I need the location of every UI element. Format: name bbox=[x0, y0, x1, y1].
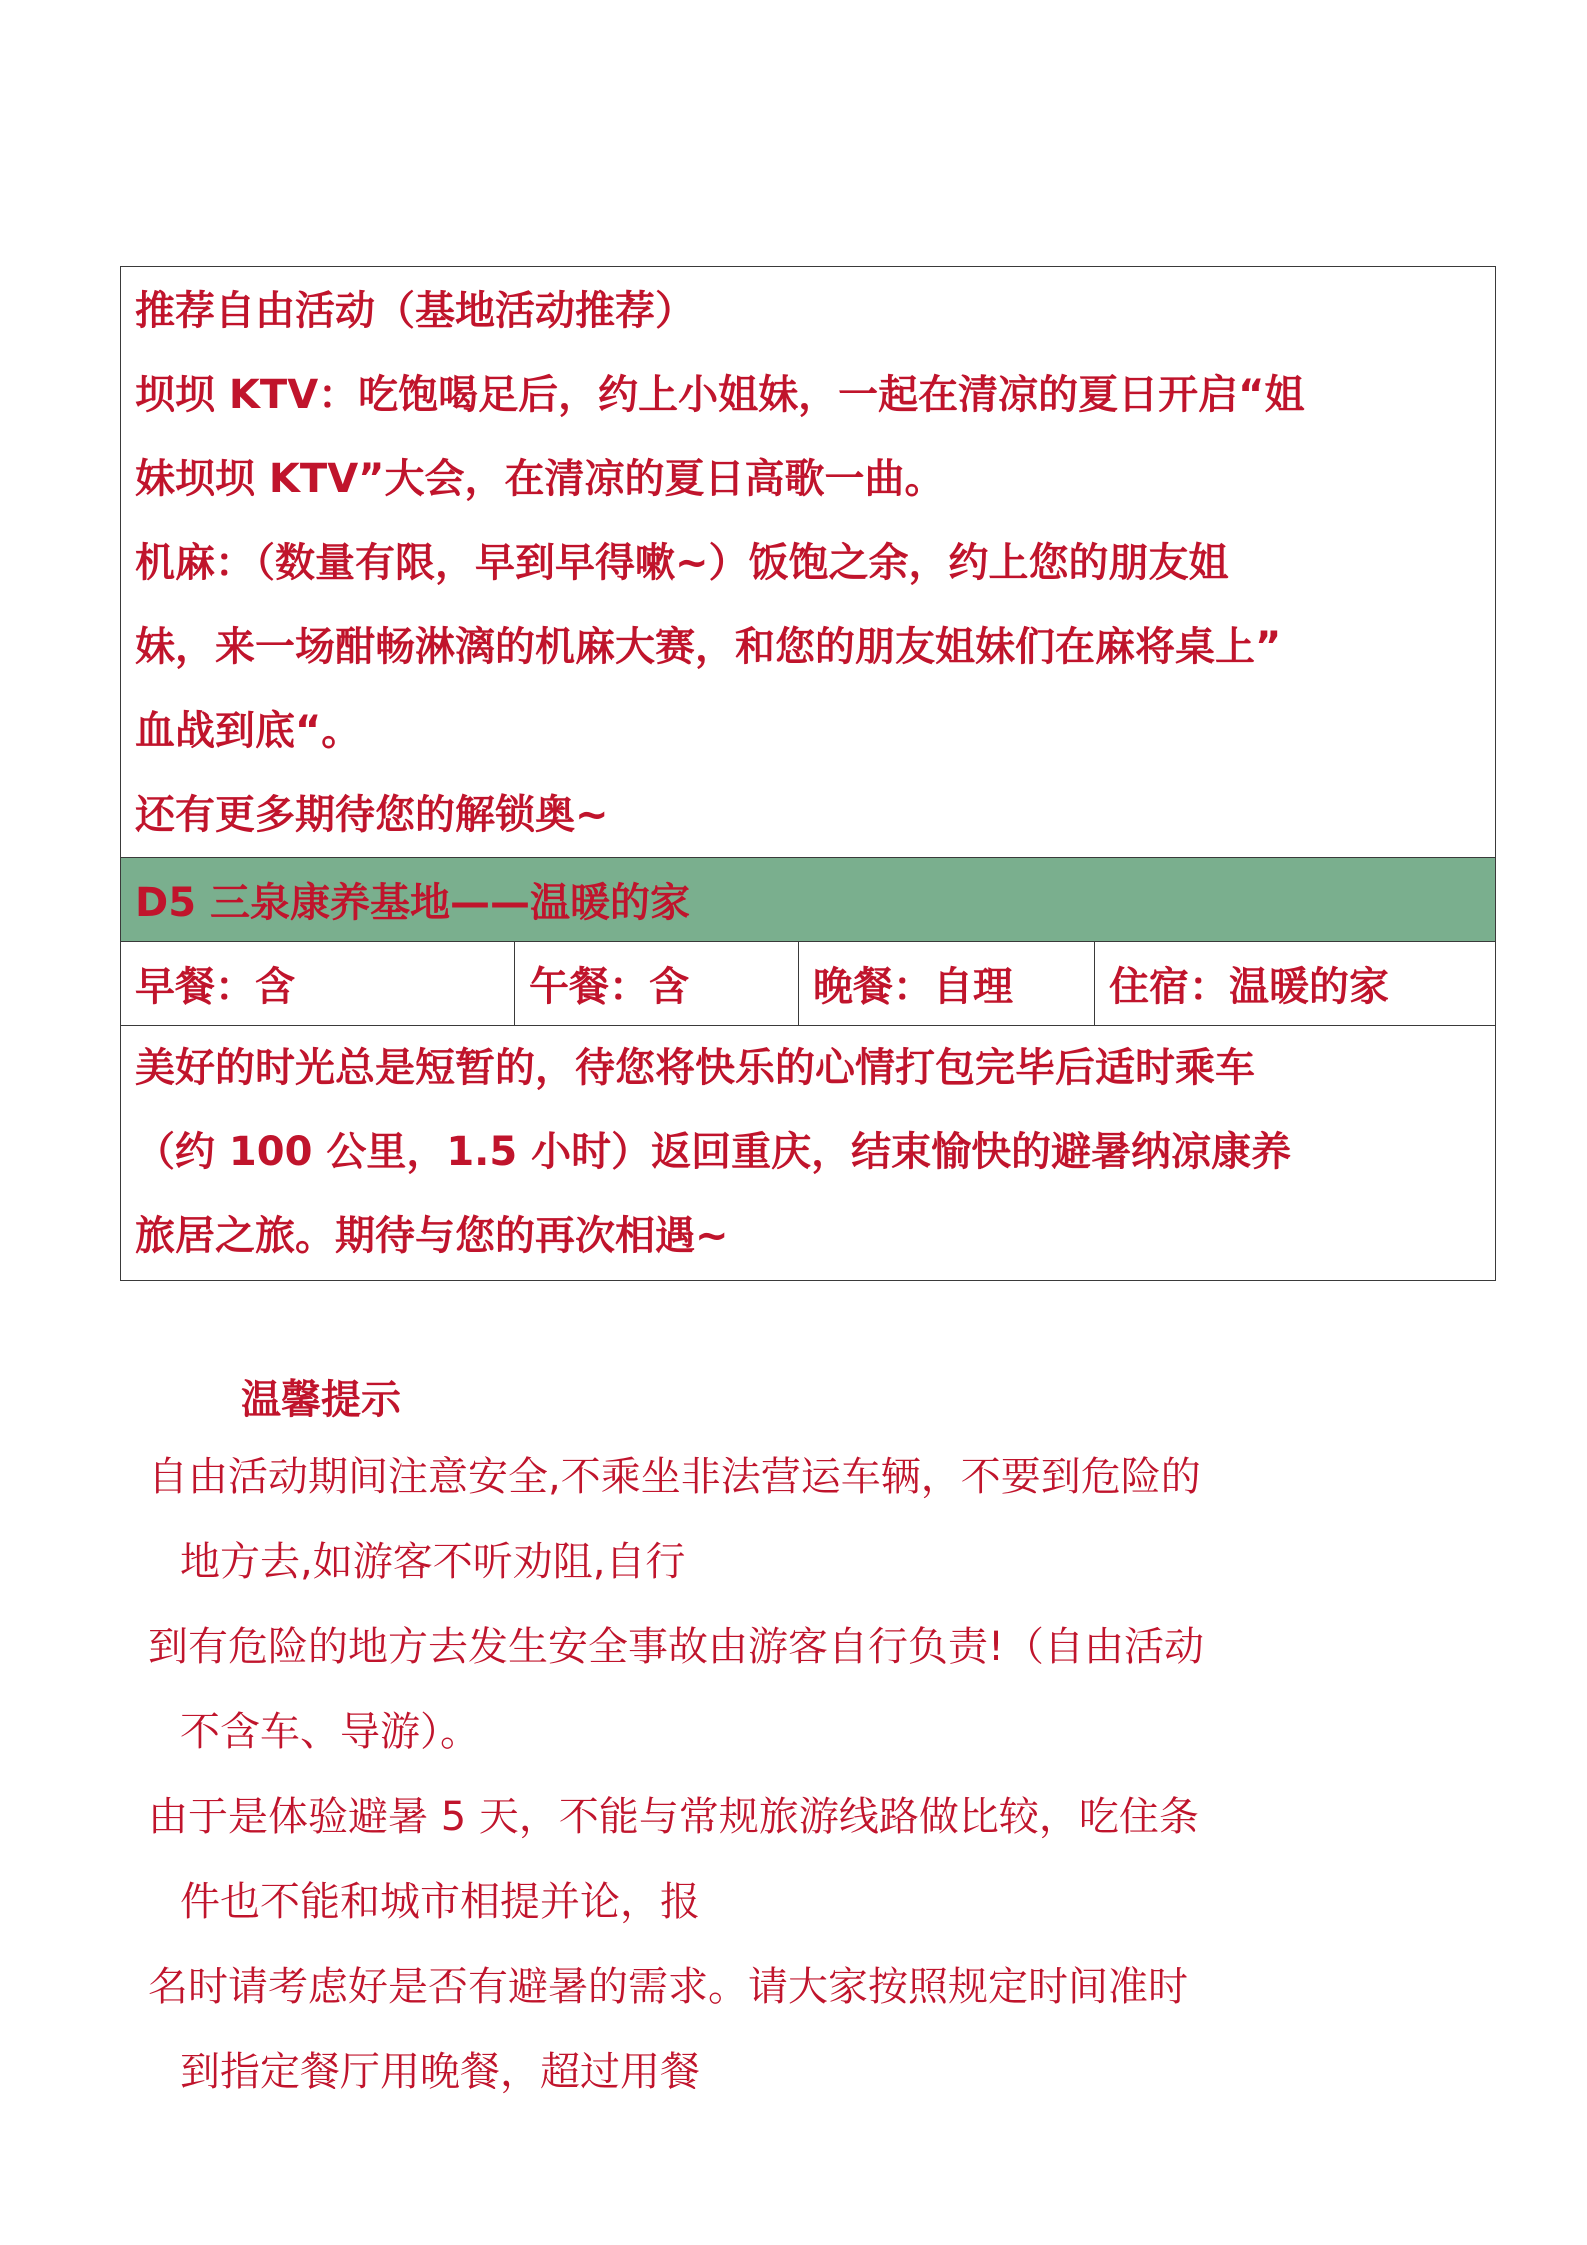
tips-line-1: 自由活动期间注意安全,不乘坐非法营运车辆，不要到危险的 bbox=[148, 1454, 1201, 1500]
day-description-cell bbox=[121, 1026, 1495, 1280]
activities-heading: 推荐自由活动（基地活动推荐） bbox=[135, 288, 695, 334]
activities-cell bbox=[121, 267, 1495, 857]
tips-line-4-text: 不含车、导游）。 bbox=[180, 1709, 480, 1755]
tips-line-5: 由于是体验避暑 5 天，不能与常规旅游线路做比较，吃住条 bbox=[148, 1794, 1199, 1840]
tips-title: 温馨提示 bbox=[241, 1377, 401, 1423]
description-line-2: （约 100 公里，1.5 小时）返回重庆，结束愉快的避暑纳凉康养 bbox=[135, 1129, 1292, 1175]
tips-line-2 bbox=[148, 1520, 1398, 1605]
tips-line-6-text: 件也不能和城市相提并论，报 bbox=[180, 1879, 700, 1925]
day-title: D5 三泉康养基地——温暖的家 bbox=[135, 880, 690, 926]
tips-line-2-text: 地方去,如游客不听劝阻,自行 bbox=[180, 1539, 686, 1585]
tips-line-8 bbox=[148, 2030, 1398, 2115]
tips-section bbox=[148, 1365, 1398, 2115]
description-line-1: 美好的时光总是短暂的，待您将快乐的心情打包完毕后适时乘车 bbox=[135, 1045, 1255, 1091]
mahjong-text-line-3: 血战到底“。 bbox=[135, 708, 362, 754]
ktv-text-line-1: 坝坝 KTV：吃饱喝足后，约上小姐妹，一起在清凉的夏日开启“姐 bbox=[135, 372, 1305, 418]
tips-line-6 bbox=[148, 1860, 1398, 1945]
itinerary-table bbox=[120, 266, 1496, 1281]
lodging-cell: 住宿：温暖的家 bbox=[1109, 964, 1389, 1010]
tips-line-3: 到有危险的地方去发生安全事故由游客自行负责!（自由活动 bbox=[148, 1624, 1205, 1670]
lunch-cell: 午餐：含 bbox=[515, 942, 799, 1025]
dinner-cell: 晚餐：自理 bbox=[799, 942, 1095, 1025]
mahjong-text-line-1: 机麻：（数量有限，早到早得嗽~）饭饱之余，约上您的朋友姐 bbox=[135, 540, 1229, 586]
tips-line-8-text: 到指定餐厅用晚餐，超过用餐 bbox=[180, 2049, 700, 2095]
more-activities-text: 还有更多期待您的解锁奥~ bbox=[135, 792, 609, 838]
mahjong-text-line-2: 妹，来一场酣畅淋漓的机麻大赛，和您的朋友姐妹们在麻将桌上” bbox=[135, 624, 1282, 670]
tips-line-7: 名时请考虑好是否有避暑的需求。请大家按照规定时间准时 bbox=[148, 1964, 1188, 2010]
breakfast-cell: 早餐：含 bbox=[121, 942, 515, 1025]
ktv-text-line-2: 妹坝坝 KTV”大会，在清凉的夏日高歌一曲。 bbox=[135, 456, 945, 502]
tips-line-4 bbox=[148, 1690, 1398, 1775]
meals-row bbox=[121, 942, 1495, 1026]
description-line-3: 旅居之旅。期待与您的再次相遇~ bbox=[135, 1213, 729, 1259]
day-title-row bbox=[121, 857, 1495, 942]
